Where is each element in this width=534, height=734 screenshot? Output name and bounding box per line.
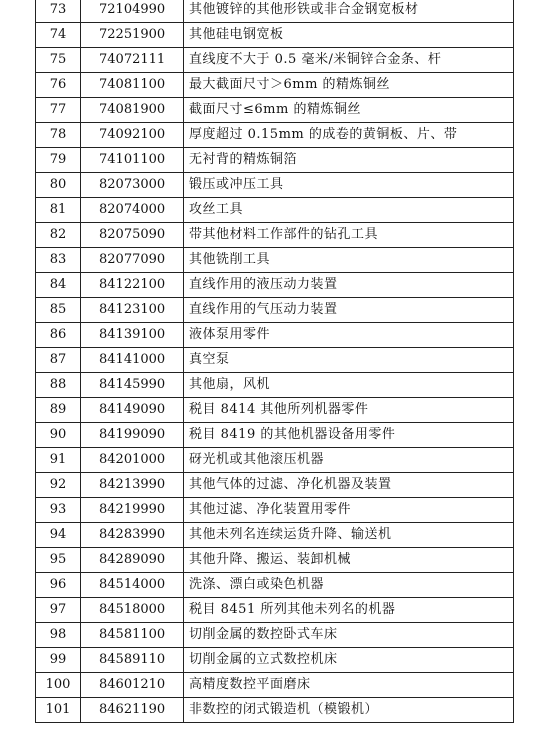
- row-number-cell: 83: [36, 248, 81, 273]
- table-row: [36, 148, 514, 173]
- table-row: [36, 473, 514, 498]
- table-row: [36, 623, 514, 648]
- row-number-cell: 90: [36, 423, 81, 448]
- row-number-cell: 95: [36, 548, 81, 573]
- row-number-cell: 96: [36, 573, 81, 598]
- row-number-cell: 73: [36, 0, 81, 23]
- table-row: [36, 73, 514, 98]
- hs-code-cell: 84199090: [81, 423, 184, 448]
- table-row: [36, 173, 514, 198]
- description-cell: 其他气体的过滤、净化机器及装置: [184, 473, 514, 498]
- table-row: [36, 598, 514, 623]
- hs-code-cell: 84514000: [81, 573, 184, 598]
- description-cell: 其他铣削工具: [184, 248, 514, 273]
- row-number-cell: 84: [36, 273, 81, 298]
- description-cell: 液体泵用零件: [184, 323, 514, 348]
- hs-code-cell: 84581100: [81, 623, 184, 648]
- hs-code-cell: 74092100: [81, 123, 184, 148]
- hs-code-cell: 84518000: [81, 598, 184, 623]
- description-cell: 其他镀锌的其他形铁或非合金钢宽板材: [184, 0, 514, 23]
- hs-code-cell: 74081900: [81, 98, 184, 123]
- table-row: [36, 0, 514, 23]
- table-row: [36, 423, 514, 448]
- row-number-cell: 78: [36, 123, 81, 148]
- hs-code-cell: 84283990: [81, 523, 184, 548]
- table-row: [36, 698, 514, 723]
- description-cell: 其他扇，风机: [184, 373, 514, 398]
- row-number-cell: 75: [36, 48, 81, 73]
- row-number-cell: 74: [36, 23, 81, 48]
- row-number-cell: 88: [36, 373, 81, 398]
- row-number-cell: 97: [36, 598, 81, 623]
- row-number-cell: 87: [36, 348, 81, 373]
- table-row: [36, 648, 514, 673]
- hs-code-cell: 84213990: [81, 473, 184, 498]
- table-row: [36, 198, 514, 223]
- description-cell: 其他过滤、净化装置用零件: [184, 498, 514, 523]
- description-cell: 直线度不大于 0.5 毫米/米铜锌合金条、杆: [184, 48, 514, 73]
- hs-code-cell: 84589110: [81, 648, 184, 673]
- hs-code-cell: 84149090: [81, 398, 184, 423]
- description-cell: 截面尺寸≤6mm 的精炼铜丝: [184, 98, 514, 123]
- table-row: [36, 573, 514, 598]
- hs-code-cell: 84289090: [81, 548, 184, 573]
- description-cell: 其他硅电钢宽板: [184, 23, 514, 48]
- hs-code-cell: 84145990: [81, 373, 184, 398]
- hs-code-cell: 72104990: [81, 0, 184, 23]
- table-row: [36, 373, 514, 398]
- description-cell: 砑光机或其他滚压机器: [184, 448, 514, 473]
- table-row: [36, 498, 514, 523]
- row-number-cell: 94: [36, 523, 81, 548]
- description-cell: 直线作用的液压动力装置: [184, 273, 514, 298]
- description-cell: 其他升降、搬运、装卸机械: [184, 548, 514, 573]
- table-row: [36, 398, 514, 423]
- description-cell: 真空泵: [184, 348, 514, 373]
- hs-code-cell: 72251900: [81, 23, 184, 48]
- hs-code-cell: 84141000: [81, 348, 184, 373]
- row-number-cell: 85: [36, 298, 81, 323]
- hs-code-cell: 84601210: [81, 673, 184, 698]
- table-row: [36, 298, 514, 323]
- description-cell: 高精度数控平面磨床: [184, 673, 514, 698]
- row-number-cell: 86: [36, 323, 81, 348]
- table-row: [36, 223, 514, 248]
- description-cell: 税目 8414 其他所列机器零件: [184, 398, 514, 423]
- row-number-cell: 89: [36, 398, 81, 423]
- row-number-cell: 76: [36, 73, 81, 98]
- description-cell: 其他未列名连续运货升降、输送机: [184, 523, 514, 548]
- table-row: [36, 673, 514, 698]
- hs-code-table: [35, 0, 514, 723]
- description-cell: 切削金属的数控卧式车床: [184, 623, 514, 648]
- row-number-cell: 82: [36, 223, 81, 248]
- description-cell: 非数控的闭式锻造机（模锻机）: [184, 698, 514, 723]
- table-row: [36, 123, 514, 148]
- hs-code-cell: 84201000: [81, 448, 184, 473]
- table-row: [36, 98, 514, 123]
- table-row: [36, 523, 514, 548]
- table-row: [36, 548, 514, 573]
- row-number-cell: 80: [36, 173, 81, 198]
- hs-code-cell: 84219990: [81, 498, 184, 523]
- row-number-cell: 101: [36, 698, 81, 723]
- hs-code-cell: 82077090: [81, 248, 184, 273]
- description-cell: 切削金属的立式数控机床: [184, 648, 514, 673]
- description-cell: 最大截面尺寸＞6mm 的精炼铜丝: [184, 73, 514, 98]
- row-number-cell: 91: [36, 448, 81, 473]
- table-row: [36, 448, 514, 473]
- description-cell: 税目 8451 所列其他未列名的机器: [184, 598, 514, 623]
- table-body: [36, 0, 514, 723]
- table-row: [36, 323, 514, 348]
- description-cell: 锻压或冲压工具: [184, 173, 514, 198]
- row-number-cell: 100: [36, 673, 81, 698]
- hs-code-cell: 82075090: [81, 223, 184, 248]
- description-cell: 带其他材料工作部件的钻孔工具: [184, 223, 514, 248]
- table-row: [36, 348, 514, 373]
- description-cell: 直线作用的气压动力装置: [184, 298, 514, 323]
- row-number-cell: 79: [36, 148, 81, 173]
- table-row: [36, 273, 514, 298]
- table-row: [36, 23, 514, 48]
- hs-code-cell: 84621190: [81, 698, 184, 723]
- table-row: [36, 248, 514, 273]
- row-number-cell: 99: [36, 648, 81, 673]
- description-cell: 洗涤、漂白或染色机器: [184, 573, 514, 598]
- hs-code-cell: 82074000: [81, 198, 184, 223]
- description-cell: 厚度超过 0.15mm 的成卷的黄铜板、片、带: [184, 123, 514, 148]
- row-number-cell: 93: [36, 498, 81, 523]
- table-row: [36, 48, 514, 73]
- row-number-cell: 77: [36, 98, 81, 123]
- row-number-cell: 98: [36, 623, 81, 648]
- description-cell: 攻丝工具: [184, 198, 514, 223]
- hs-code-cell: 84123100: [81, 298, 184, 323]
- row-number-cell: 81: [36, 198, 81, 223]
- hs-code-cell: 74081100: [81, 73, 184, 98]
- hs-code-cell: 84139100: [81, 323, 184, 348]
- hs-code-cell: 82073000: [81, 173, 184, 198]
- hs-code-cell: 74101100: [81, 148, 184, 173]
- row-number-cell: 92: [36, 473, 81, 498]
- description-cell: 税目 8419 的其他机器设备用零件: [184, 423, 514, 448]
- description-cell: 无衬背的精炼铜箔: [184, 148, 514, 173]
- hs-code-cell: 84122100: [81, 273, 184, 298]
- hs-code-cell: 74072111: [81, 48, 184, 73]
